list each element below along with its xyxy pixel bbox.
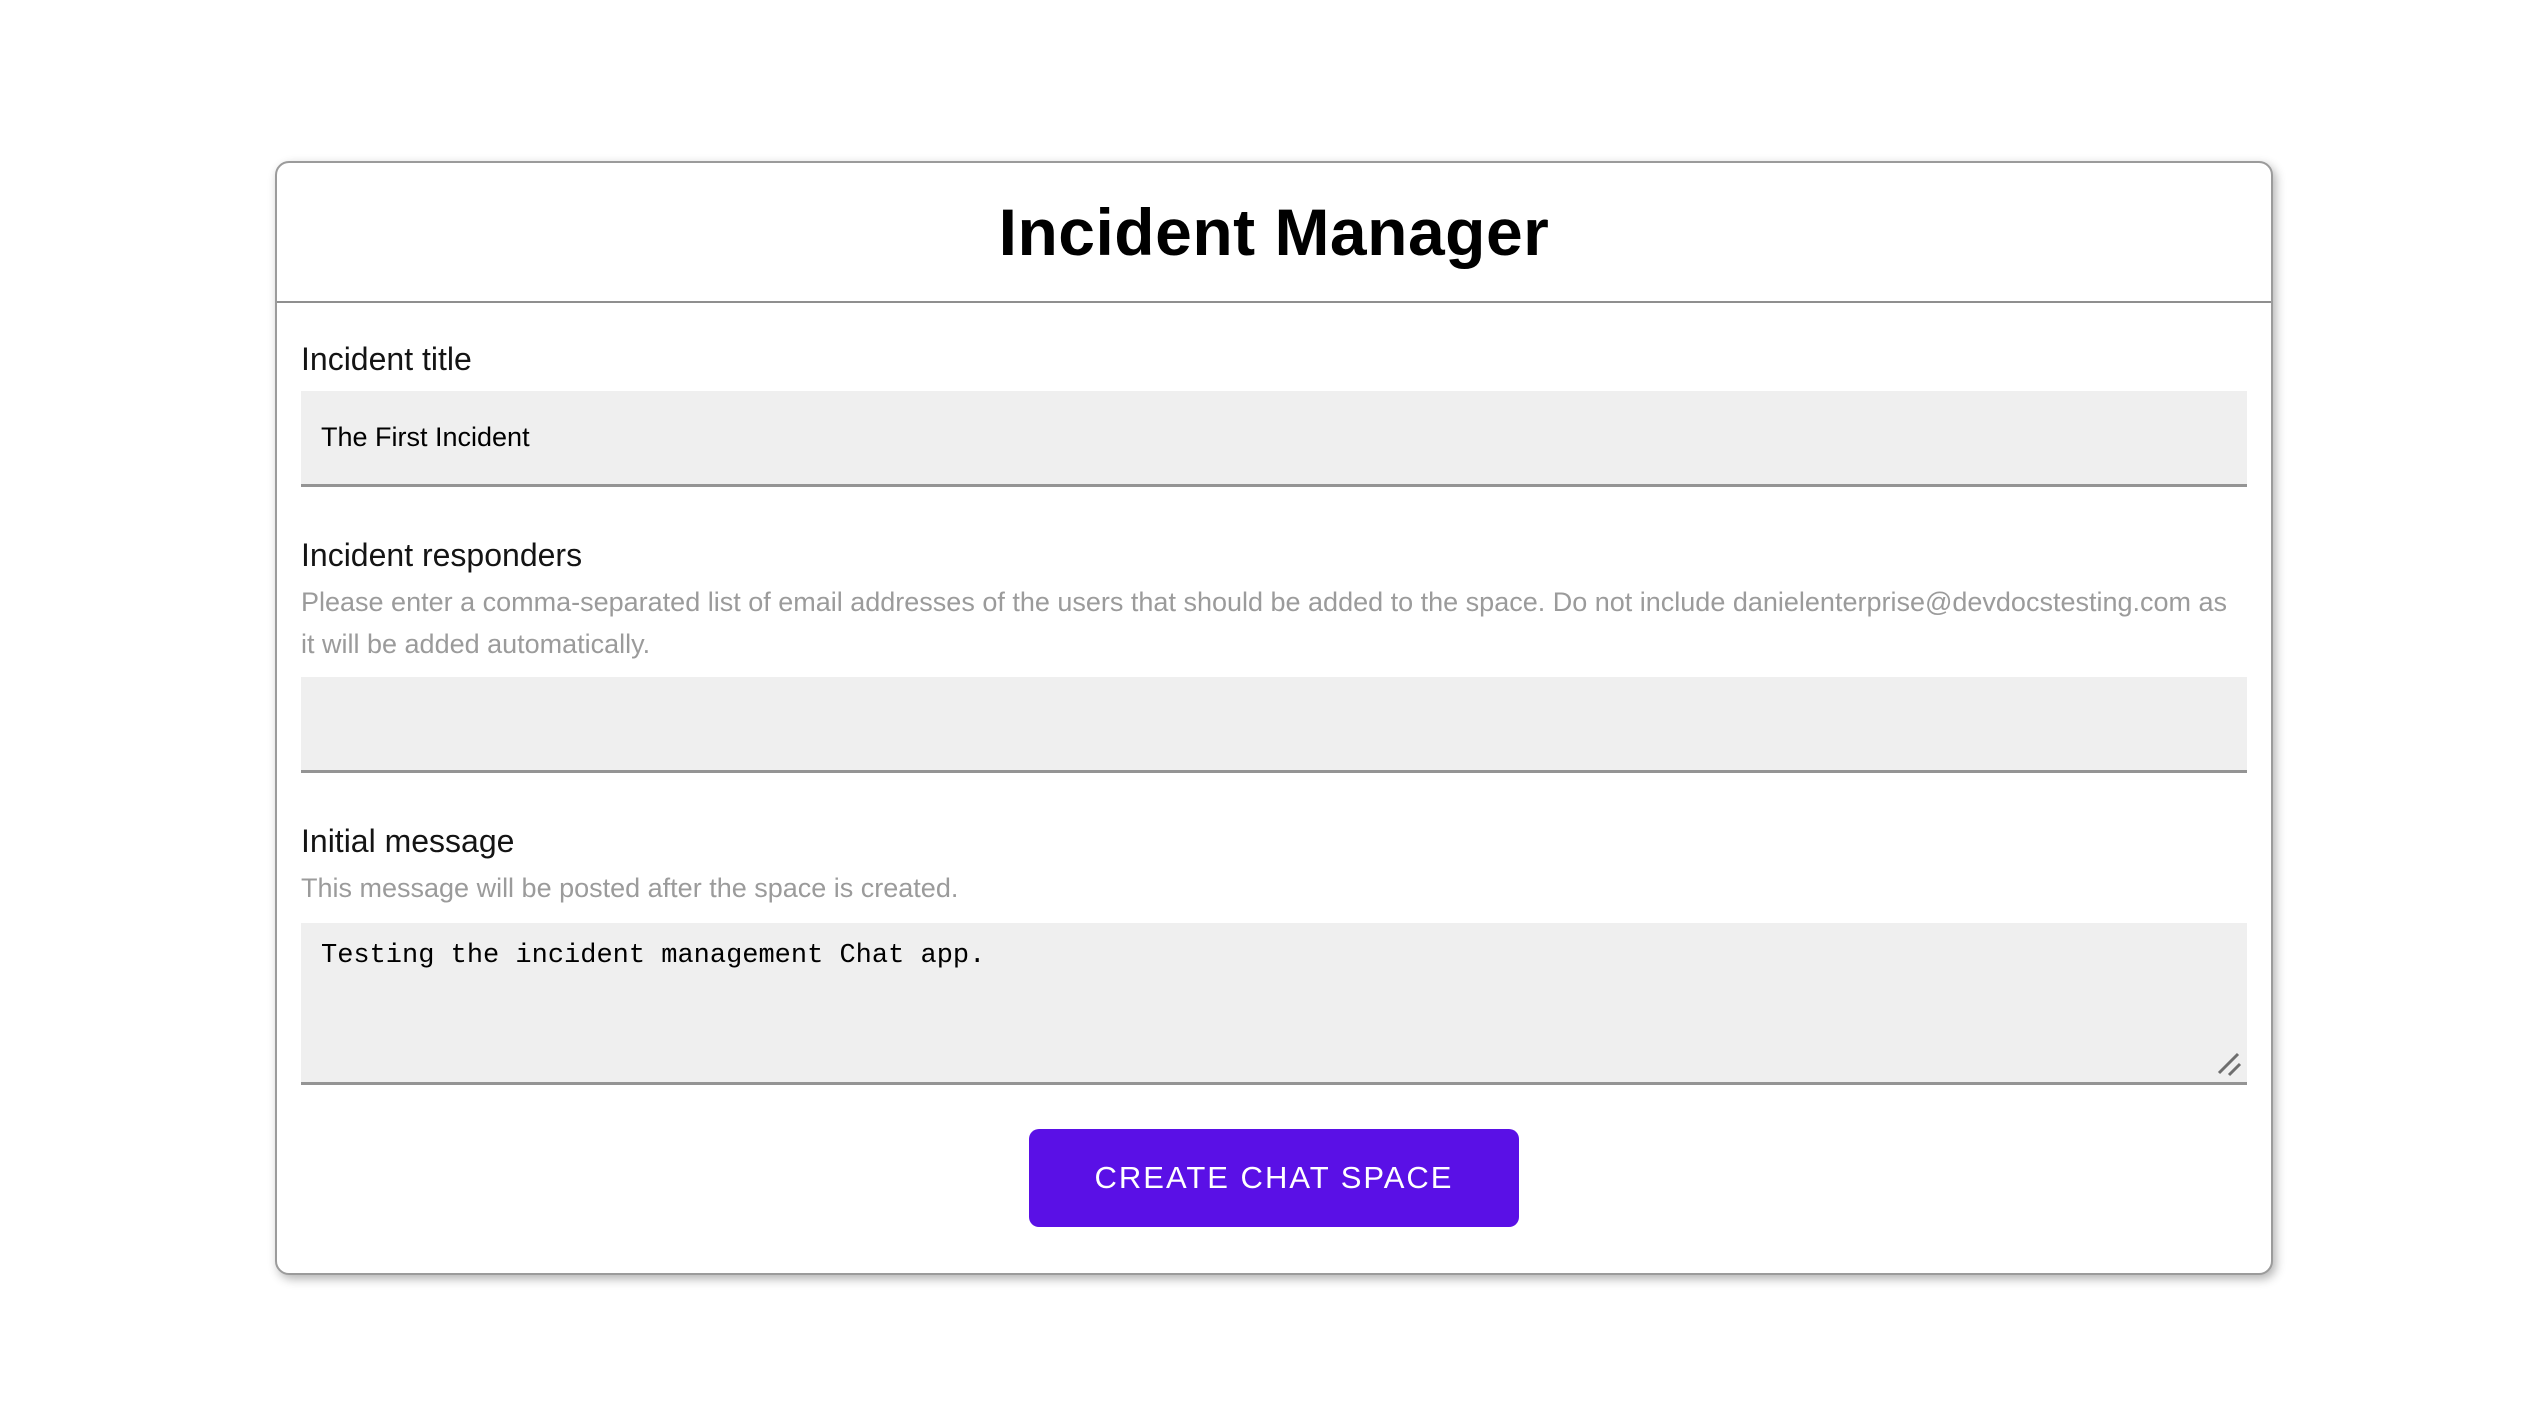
card-body (277, 303, 2271, 1273)
incident-title-field-group (301, 339, 2247, 487)
initial-message-textarea-wrap (301, 923, 2247, 1085)
incident-title-input[interactable] (301, 391, 2247, 487)
initial-message-label: Initial message (301, 823, 515, 859)
textarea-resize-handle-icon[interactable] (2213, 1048, 2243, 1078)
incident-responders-label: Incident responders (301, 537, 583, 573)
incident-responders-hint: Please enter a comma-separated list of email addresses of the users that should be added to the space. Do not include danielenterprise@devdocstesting.com as it will be added automatically. (301, 587, 2228, 659)
incident-title-label: Incident title (301, 341, 472, 377)
incident-manager-card (275, 161, 2273, 1275)
create-chat-space-button[interactable]: CREATE CHAT SPACE (1029, 1129, 1519, 1227)
initial-message-field-group (301, 821, 2247, 1085)
initial-message-hint: This message will be posted after the space is created. (301, 873, 959, 903)
incident-responders-input[interactable] (301, 677, 2247, 773)
card-header (277, 163, 2271, 303)
incident-responders-field-group (301, 535, 2247, 773)
page-title: Incident Manager (998, 195, 1550, 269)
initial-message-textarea[interactable] (301, 923, 2247, 1085)
button-row (301, 1129, 2247, 1227)
